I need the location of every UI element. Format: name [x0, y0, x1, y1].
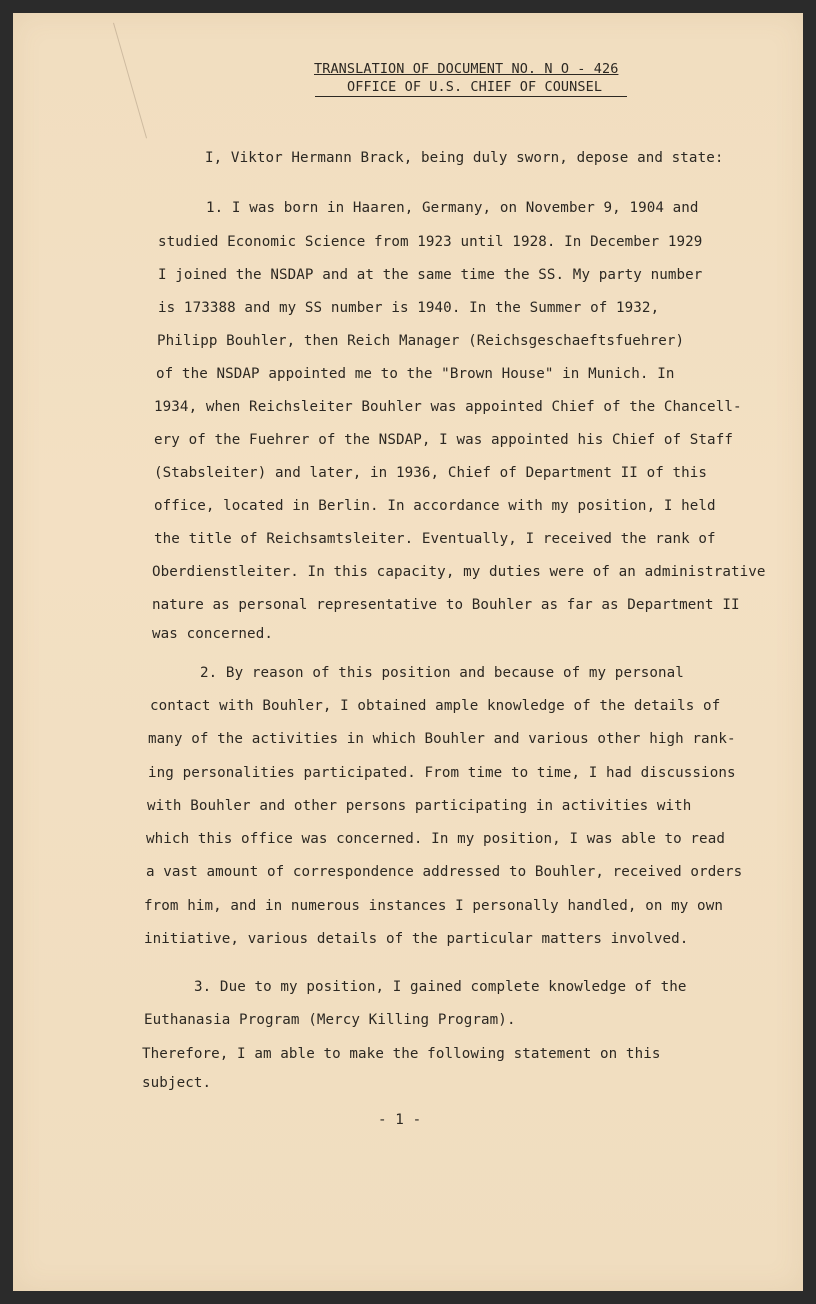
paper-crease — [113, 23, 147, 139]
para1-line: the title of Reichsamtsleiter. Eventually, I received the rank of — [154, 531, 716, 547]
para3-line: Euthanasia Program (Mercy Killing Program). — [144, 1012, 516, 1028]
para2-line: 2. By reason of this position and because of my personal — [200, 665, 684, 681]
para1-line: nature as personal representative to Bouhler as far as Department II — [152, 597, 740, 613]
para2-line: a vast amount of correspondence addressed to Bouhler, received orders — [146, 864, 743, 880]
header-line-2: OFFICE OF U.S. CHIEF OF COUNSEL — [347, 79, 603, 95]
para1-line: I joined the NSDAP and at the same time the SS. My party number — [158, 267, 703, 283]
para1-line: Philipp Bouhler, then Reich Manager (Reichsgeschaeftsfuehrer) — [157, 333, 685, 349]
para1-line: Oberdienstleiter. In this capacity, my duties were of an administrative — [152, 564, 766, 580]
para3-line: subject. — [142, 1075, 212, 1091]
para2-line: which this office was concerned. In my position, I was able to read — [146, 831, 725, 847]
para2-line: with Bouhler and other persons participating in activities with — [147, 798, 692, 814]
para1-line: ery of the Fuehrer of the NSDAP, I was appointed his Chief of Staff — [154, 432, 733, 448]
para2-line: ing personalities participated. From time to time, I had discussions — [148, 765, 736, 781]
para2-line: initiative, various details of the particular matters involved. — [144, 931, 689, 947]
para2-line: from him, and in numerous instances I personally handled, on my own — [144, 898, 723, 914]
para1-line: of the NSDAP appointed me to the "Brown House" in Munich. In — [156, 366, 675, 382]
header-underline — [315, 96, 627, 97]
para2-line: many of the activities in which Bouhler and various other high rank- — [148, 731, 736, 747]
page-number: - 1 - — [378, 1112, 422, 1128]
intro-line: I, Viktor Hermann Brack, being duly sworn, depose and state: — [205, 150, 724, 166]
para3-line: 3. Due to my position, I gained complete knowledge of the — [194, 979, 687, 995]
para3-line: Therefore, I am able to make the following statement on this — [142, 1046, 661, 1062]
document-page — [13, 13, 803, 1291]
para1-line: office, located in Berlin. In accordance with my position, I held — [154, 498, 716, 514]
para2-line: contact with Bouhler, I obtained ample knowledge of the details of — [150, 698, 721, 714]
para1-line: 1934, when Reichsleiter Bouhler was appointed Chief of the Chancell- — [154, 399, 742, 415]
para1-line: was concerned. — [152, 626, 273, 642]
para1-line: 1. I was born in Haaren, Germany, on November 9, 1904 and — [206, 200, 699, 216]
para1-line: (Stabsleiter) and later, in 1936, Chief of Department II of this — [154, 465, 708, 481]
para1-line: is 173388 and my SS number is 1940. In the Summer of 1932, — [158, 300, 660, 316]
para1-line: studied Economic Science from 1923 until 1928. In December 1929 — [158, 234, 703, 250]
header-line-1: TRANSLATION OF DOCUMENT NO. N O - 426 — [314, 61, 619, 77]
